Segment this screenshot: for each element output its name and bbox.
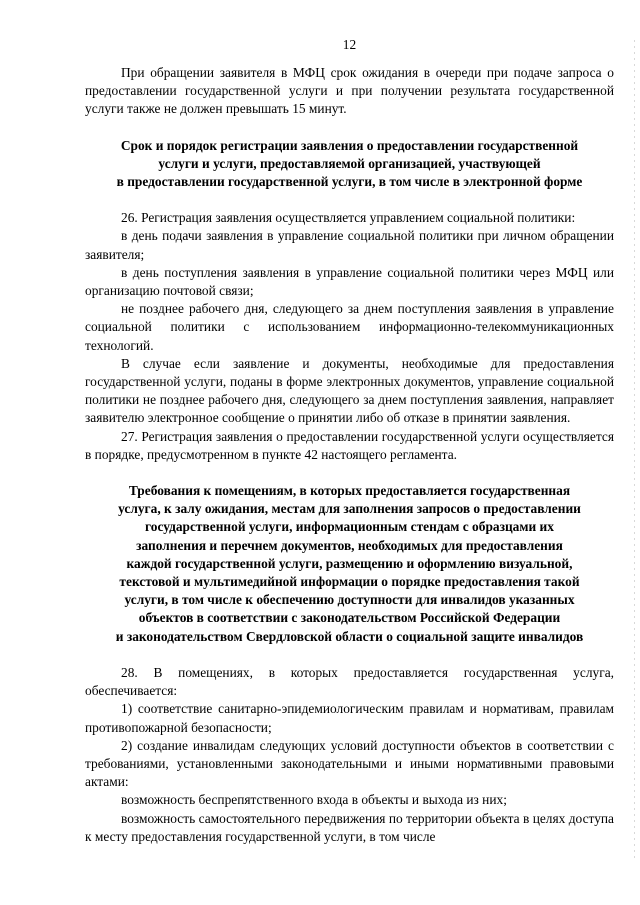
- paragraph-27: 27. Регистрация заявления о предоставлении государственной услуги осуществляется в порядке, предусмотренном в пункте 42 настоящего регламента.: [85, 428, 614, 462]
- page-number: 12: [342, 37, 357, 52]
- heading-line: услуга, к залу ожидания, местам для заполнения запросов о предоставлении: [118, 501, 581, 517]
- paragraph-28-item-1: 1) соответствие санитарно-эпидемиологическим правилам и нормативам, правилам противопожарной безопасности;: [85, 701, 614, 735]
- heading-line: Требования к помещениям, в которых предоставляется государственная: [128, 483, 571, 499]
- section-heading-registration: [85, 137, 614, 192]
- paragraph-26-item-a: в день подачи заявления в управление социальной политики при личном обращении заявителя;: [85, 228, 614, 262]
- paragraph-28-item-2a: возможность беспрепятственного входа в объекты и выхода из них;: [121, 792, 507, 808]
- paragraph-28: 28. В помещениях, в которых предоставляется государственная услуга, обеспечивается:: [85, 664, 614, 699]
- heading-line: заполнения и перечнем документов, необходимых для предоставления: [136, 537, 563, 553]
- heading-line: государственной услуги, информационным стендам с образцами их: [145, 519, 554, 535]
- heading-line: в предоставлении государственной услуги, в том числе в электронной форме: [116, 174, 583, 190]
- heading-line: текстовой и мультимедийной информации о порядке предоставления такой: [119, 574, 580, 590]
- document-page: [85, 36, 614, 846]
- page-edge-marks: [634, 40, 635, 860]
- paragraph-28-item-2: 2) создание инвалидам следующих условий доступности объектов в соответствии с требованиями, установленными законодательными и иными нормативными правовыми актами:: [85, 737, 614, 790]
- heading-line: каждой государственной услуги, размещению и оформлению визуальной,: [126, 555, 573, 571]
- paragraph-intro: При обращении заявителя в МФЦ срок ожидания в очереди при подаче запроса о предоставлении государственной услуги и при получении результата государственной услуги также не должен превышать 15 минут.: [85, 65, 614, 117]
- heading-line: Срок и порядок регистрации заявления о предоставлении государственной: [120, 137, 579, 153]
- heading-line: услуги, в том числе к обеспечению доступности для инвалидов указанных: [124, 592, 575, 608]
- heading-line: услуги и услуги, предоставляемой организацией, участвующей: [158, 155, 541, 171]
- section-heading-premises: [85, 482, 614, 646]
- paragraph-26-item-c: не позднее рабочего дня, следующего за днем поступления заявления в управление социальной политики с использованием информационно-телекоммуникационных технологий.: [85, 301, 614, 353]
- paragraph-28-item-2b: возможность самостоятельного передвижения по территории объекта в целях доступа к месту предоставления государственной услуги, в том числе: [85, 810, 614, 844]
- paragraph-26-item-b: в день поступления заявления в управление социальной политики через МФЦ или организацию почтовой связи;: [85, 264, 614, 299]
- paragraph-26: 26. Регистрация заявления осуществляется управлением социальной политики:: [121, 210, 576, 226]
- heading-line: объектов в соответствии с законодательством Российской Федерации: [138, 610, 561, 626]
- heading-line: и законодательством Свердловской области о социальной защите инвалидов: [115, 628, 584, 644]
- paragraph-26-electronic: В случае если заявление и документы, необходимые для предоставления государственной услуги, поданы в форме электронных документов, управление социальной политики не позднее рабочего дня, следующего за днем поступления заявления, направляет заявителю электронное сообщение о принятии либо об отказе в принятии заявления.: [85, 355, 614, 426]
